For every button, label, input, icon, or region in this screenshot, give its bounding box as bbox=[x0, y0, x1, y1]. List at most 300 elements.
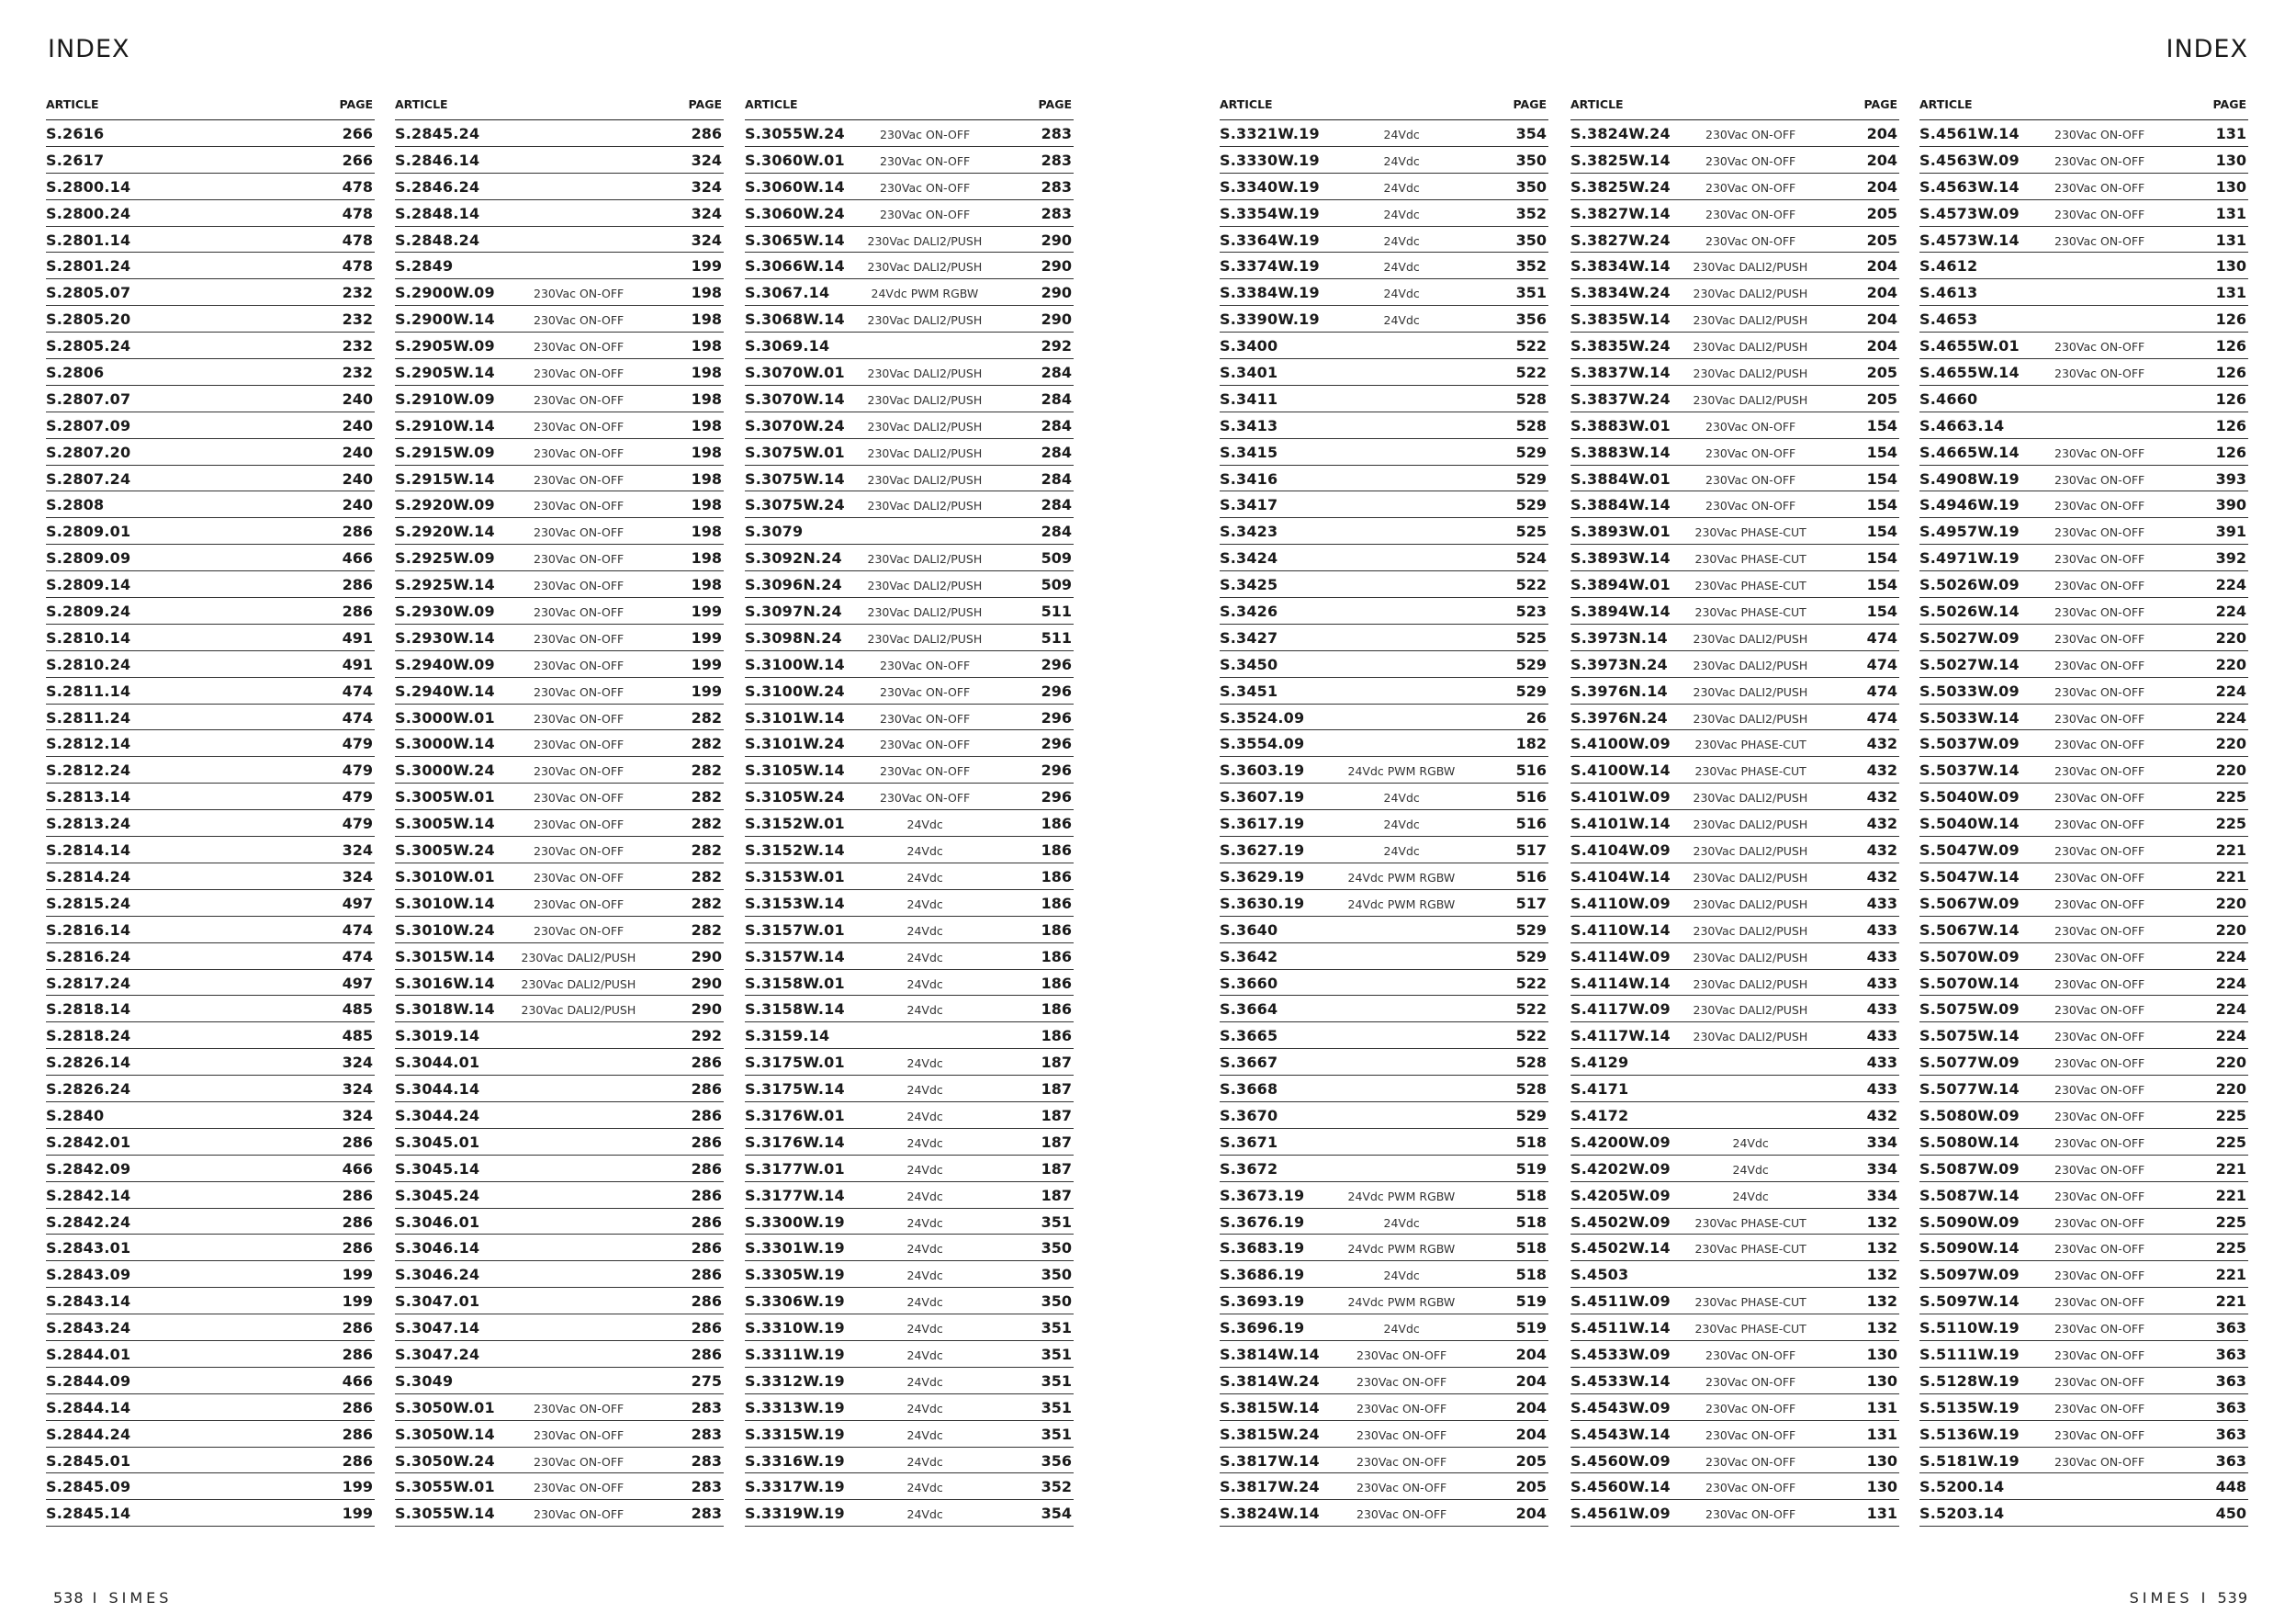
page-number: 205 bbox=[1515, 1451, 1547, 1470]
article-code: S.3617.19 bbox=[1220, 815, 1305, 833]
index-row bbox=[745, 518, 1074, 545]
article-code: S.3827W.24 bbox=[1570, 231, 1671, 249]
page-number: 224 bbox=[2215, 682, 2246, 700]
page-number: 198 bbox=[691, 364, 722, 382]
article-code: S.3158W.14 bbox=[745, 1000, 845, 1019]
page-number: 130 bbox=[1866, 1345, 1897, 1363]
page-number: 478 bbox=[342, 231, 373, 249]
power-spec: 230Vac ON-OFF bbox=[534, 1454, 625, 1469]
power-spec: 24Vdc bbox=[1383, 128, 1420, 141]
page-number: 296 bbox=[1041, 655, 1072, 673]
article-code: S.2807.20 bbox=[46, 443, 131, 461]
index-row bbox=[1220, 970, 1548, 997]
index-row bbox=[745, 1261, 1074, 1288]
article-code: S.5200.14 bbox=[1919, 1478, 2005, 1496]
index-row bbox=[1570, 120, 1899, 147]
page-number: 522 bbox=[1515, 337, 1547, 355]
power-spec: 230Vac ON-OFF bbox=[2054, 764, 2145, 779]
article-code: S.2842.24 bbox=[46, 1212, 131, 1231]
index-row bbox=[395, 1421, 724, 1448]
power-spec: 230Vac ON-OFF bbox=[2054, 1189, 2145, 1203]
index-row bbox=[1220, 1235, 1548, 1261]
page-number: 132 bbox=[1866, 1319, 1897, 1337]
power-spec: 230Vac ON-OFF bbox=[534, 552, 625, 567]
article-code: S.4612 bbox=[1919, 257, 1978, 276]
article-code: S.4957W.19 bbox=[1919, 523, 2020, 541]
index-row bbox=[1570, 678, 1899, 705]
index-row bbox=[395, 227, 724, 254]
index-row bbox=[46, 120, 375, 147]
page-number: 286 bbox=[342, 523, 373, 541]
power-spec: 24Vdc bbox=[906, 897, 943, 911]
article-code: S.3837W.14 bbox=[1570, 364, 1671, 382]
index-row bbox=[1919, 545, 2248, 571]
power-spec: 230Vac ON-OFF bbox=[1705, 180, 1796, 195]
article-code: S.3883W.01 bbox=[1570, 416, 1671, 434]
power-spec: 230Vac PHASE-CUT bbox=[1694, 738, 1806, 752]
power-spec: 24Vdc PWM RGBW bbox=[1347, 764, 1456, 779]
page-number: 324 bbox=[691, 151, 722, 169]
page-number: 432 bbox=[1866, 815, 1897, 833]
page-number: 126 bbox=[2215, 337, 2246, 355]
page-number: 204 bbox=[1515, 1345, 1547, 1363]
index-row bbox=[1570, 1500, 1899, 1527]
index-row bbox=[1220, 705, 1548, 731]
page-number: 130 bbox=[1866, 1451, 1897, 1470]
page-number: 356 bbox=[1515, 310, 1547, 329]
page-number: 220 bbox=[2215, 628, 2246, 647]
article-code: S.3603.19 bbox=[1220, 761, 1305, 780]
page-number: 351 bbox=[1515, 284, 1547, 302]
index-row bbox=[395, 1341, 724, 1368]
index-row bbox=[1220, 1129, 1548, 1156]
index-row bbox=[1220, 890, 1548, 917]
power-spec: 230Vac ON-OFF bbox=[2054, 1348, 2145, 1362]
article-code: S.3100W.14 bbox=[745, 655, 845, 673]
page-number: 433 bbox=[1866, 1080, 1897, 1099]
article-code: S.3686.19 bbox=[1220, 1266, 1305, 1284]
index-row bbox=[395, 705, 724, 731]
index-row bbox=[745, 757, 1074, 784]
page-number: 286 bbox=[342, 603, 373, 621]
index-row bbox=[1220, 174, 1548, 200]
power-spec: 230Vac ON-OFF bbox=[2054, 1109, 2145, 1123]
article-code: S.3671 bbox=[1220, 1133, 1278, 1151]
index-row bbox=[1919, 625, 2248, 651]
article-code: S.3660 bbox=[1220, 974, 1278, 992]
power-spec: 230Vac ON-OFF bbox=[2054, 367, 2145, 381]
power-spec: 230Vac ON-OFF bbox=[880, 711, 971, 726]
power-spec: 230Vac ON-OFF bbox=[2054, 844, 2145, 859]
index-row bbox=[1220, 1209, 1548, 1235]
index-row bbox=[1919, 1022, 2248, 1049]
power-spec: 230Vac ON-OFF bbox=[2054, 897, 2145, 911]
page-number: 199 bbox=[342, 1478, 373, 1496]
article-code: S.2843.09 bbox=[46, 1266, 131, 1284]
article-code: S.3016W.14 bbox=[395, 974, 495, 992]
power-spec: 230Vac DALI2/PUSH bbox=[1693, 631, 1808, 646]
article-code: S.5181W.19 bbox=[1919, 1451, 2020, 1470]
index-row bbox=[46, 545, 375, 571]
index-row bbox=[745, 651, 1074, 678]
index-row bbox=[46, 757, 375, 784]
article-code: S.3554.09 bbox=[1220, 735, 1305, 753]
index-row bbox=[1220, 412, 1548, 439]
power-spec: 24Vdc PWM RGBW bbox=[1347, 870, 1456, 885]
index-row bbox=[1220, 625, 1548, 651]
article-code: S.4663.14 bbox=[1919, 416, 2005, 434]
page-number: 282 bbox=[691, 735, 722, 753]
article-code: S.3301W.19 bbox=[745, 1239, 845, 1257]
page-number: 528 bbox=[1515, 389, 1547, 408]
power-spec: 230Vac PHASE-CUT bbox=[1694, 1295, 1806, 1310]
page-number: 283 bbox=[1041, 125, 1072, 142]
page-number: 284 bbox=[1041, 364, 1072, 382]
index-row bbox=[1220, 571, 1548, 598]
page-number: 224 bbox=[2215, 947, 2246, 965]
page-number: 351 bbox=[1041, 1425, 1072, 1443]
article-code: S.2805.07 bbox=[46, 284, 131, 302]
page-number: 479 bbox=[342, 761, 373, 780]
page-number: 199 bbox=[691, 682, 722, 700]
page-number: 516 bbox=[1515, 788, 1547, 806]
article-code: S.3044.24 bbox=[395, 1106, 480, 1124]
index-row bbox=[1220, 1261, 1548, 1288]
index-row bbox=[745, 1341, 1074, 1368]
index-row bbox=[745, 1049, 1074, 1076]
article-code: S.3152W.14 bbox=[745, 841, 845, 860]
page-number: 466 bbox=[342, 1371, 373, 1390]
page-number: 282 bbox=[691, 708, 722, 727]
power-spec: 230Vac DALI2/PUSH bbox=[867, 499, 983, 513]
power-spec: 230Vac ON-OFF bbox=[1705, 1427, 1796, 1442]
page-number: 187 bbox=[1041, 1054, 1072, 1072]
article-code: S.2809.14 bbox=[46, 576, 131, 594]
page-number: 224 bbox=[2215, 1027, 2246, 1045]
index-row bbox=[1220, 1314, 1548, 1341]
power-spec: 230Vac ON-OFF bbox=[2054, 1269, 2145, 1283]
index-row bbox=[395, 1076, 724, 1102]
page-number: 204 bbox=[1515, 1425, 1547, 1443]
index-row bbox=[395, 651, 724, 678]
article-code: S.2814.14 bbox=[46, 841, 131, 860]
index-row bbox=[1570, 200, 1899, 227]
index-row bbox=[1570, 1473, 1899, 1500]
power-spec: 230Vac ON-OFF bbox=[1705, 499, 1796, 513]
article-code: S.2807.24 bbox=[46, 469, 131, 488]
index-row bbox=[745, 120, 1074, 147]
article-code: S.4533W.14 bbox=[1570, 1371, 1671, 1390]
article-code: S.3096N.24 bbox=[745, 576, 842, 594]
page-number: 393 bbox=[2215, 469, 2246, 488]
page-number: 240 bbox=[342, 496, 373, 514]
article-header: ARTICLE bbox=[1570, 97, 1624, 111]
power-spec: 230Vac ON-OFF bbox=[534, 419, 625, 434]
index-row bbox=[1220, 917, 1548, 943]
article-code: S.3814W.14 bbox=[1220, 1345, 1320, 1363]
article-code: S.3047.14 bbox=[395, 1319, 480, 1337]
article-code: S.2844.24 bbox=[46, 1425, 131, 1443]
index-row bbox=[1220, 784, 1548, 810]
page-number: 220 bbox=[2215, 735, 2246, 753]
index-row bbox=[1220, 545, 1548, 571]
page-number: 283 bbox=[691, 1425, 722, 1443]
page-number: 391 bbox=[2215, 523, 2246, 541]
index-row bbox=[395, 279, 724, 306]
page-number: 524 bbox=[1515, 549, 1547, 568]
page-number: 474 bbox=[342, 920, 373, 939]
index-row bbox=[46, 386, 375, 412]
article-code: S.4563W.09 bbox=[1919, 151, 2020, 169]
page-number: 485 bbox=[342, 1000, 373, 1019]
article-code: S.5047W.09 bbox=[1919, 841, 2020, 860]
power-spec: 24Vdc bbox=[1383, 207, 1420, 221]
article-code: S.4503 bbox=[1570, 1266, 1629, 1284]
article-code: S.5097W.09 bbox=[1919, 1266, 2020, 1284]
index-row bbox=[1220, 147, 1548, 174]
article-code: S.3050W.01 bbox=[395, 1398, 495, 1416]
page-number: 491 bbox=[342, 655, 373, 673]
index-row bbox=[1919, 757, 2248, 784]
article-code: S.4573W.09 bbox=[1919, 204, 2020, 222]
article-code: S.2846.14 bbox=[395, 151, 480, 169]
power-spec: 230Vac ON-OFF bbox=[880, 684, 971, 699]
page-number: 240 bbox=[342, 389, 373, 408]
index-row bbox=[395, 120, 724, 147]
article-code: S.2915W.14 bbox=[395, 469, 495, 488]
article-code: S.5027W.14 bbox=[1919, 655, 2020, 673]
page-number: 284 bbox=[1041, 523, 1072, 541]
page-number: 525 bbox=[1515, 523, 1547, 541]
page-number: 296 bbox=[1041, 788, 1072, 806]
power-spec: 230Vac DALI2/PUSH bbox=[867, 313, 983, 328]
power-spec: 230Vac DALI2/PUSH bbox=[1693, 658, 1808, 672]
page-number: 286 bbox=[691, 125, 722, 142]
article-code: S.3075W.01 bbox=[745, 443, 845, 461]
article-code: S.3894W.14 bbox=[1570, 603, 1671, 621]
page-number: 350 bbox=[1041, 1292, 1072, 1311]
index-row bbox=[395, 970, 724, 997]
index-row bbox=[395, 1288, 724, 1314]
footer-separator-left: I bbox=[92, 1589, 101, 1607]
index-row bbox=[395, 306, 724, 333]
index-row bbox=[745, 227, 1074, 254]
article-code: S.3640 bbox=[1220, 920, 1278, 939]
page-header: PAGE bbox=[2212, 97, 2246, 111]
page-number: 283 bbox=[691, 1478, 722, 1496]
article-code: S.3060W.01 bbox=[745, 151, 845, 169]
page-number: 282 bbox=[691, 867, 722, 885]
power-spec: 230Vac ON-OFF bbox=[2054, 658, 2145, 672]
index-row bbox=[46, 147, 375, 174]
page-number: 132 bbox=[1866, 1292, 1897, 1311]
article-code: S.3050W.24 bbox=[395, 1451, 495, 1470]
article-code: S.5067W.09 bbox=[1919, 894, 2020, 912]
page-number: 204 bbox=[1866, 177, 1897, 196]
page-number: 432 bbox=[1866, 735, 1897, 753]
index-row bbox=[745, 730, 1074, 757]
page-number: 286 bbox=[691, 1186, 722, 1204]
footer-right bbox=[2130, 1589, 2248, 1607]
index-row bbox=[1919, 518, 2248, 545]
article-code: S.3310W.19 bbox=[745, 1319, 845, 1337]
index-row bbox=[1919, 678, 2248, 705]
page-number: 290 bbox=[1041, 310, 1072, 329]
index-row bbox=[1919, 837, 2248, 863]
index-row bbox=[395, 174, 724, 200]
article-code: S.4573W.14 bbox=[1919, 231, 2020, 249]
power-spec: 24Vdc bbox=[1732, 1189, 1769, 1203]
article-code: S.3364W.19 bbox=[1220, 231, 1320, 249]
index-row bbox=[46, 651, 375, 678]
article-code: S.4971W.19 bbox=[1919, 549, 2020, 568]
page-number: 154 bbox=[1866, 576, 1897, 594]
index-row bbox=[46, 730, 375, 757]
page-number: 324 bbox=[342, 841, 373, 860]
article-code: S.4543W.14 bbox=[1570, 1425, 1671, 1443]
power-spec: 230Vac DALI2/PUSH bbox=[1693, 950, 1808, 964]
index-row bbox=[46, 598, 375, 625]
article-code: S.3047.01 bbox=[395, 1292, 480, 1311]
index-row bbox=[1570, 1288, 1899, 1314]
article-code: S.3010W.24 bbox=[395, 920, 495, 939]
power-spec: 230Vac ON-OFF bbox=[2054, 684, 2145, 699]
article-code: S.3670 bbox=[1220, 1106, 1278, 1124]
index-row bbox=[395, 253, 724, 279]
power-spec: 230Vac ON-OFF bbox=[534, 1481, 625, 1495]
power-spec: 230Vac ON-OFF bbox=[1356, 1374, 1447, 1389]
article-code: S.3316W.19 bbox=[745, 1451, 845, 1470]
article-code: S.2812.14 bbox=[46, 735, 131, 753]
power-spec: 230Vac ON-OFF bbox=[1705, 1348, 1796, 1362]
page-title-right: INDEX bbox=[2166, 35, 2248, 63]
page-number: 433 bbox=[1866, 894, 1897, 912]
page-number: 126 bbox=[2215, 443, 2246, 461]
article-code: S.3176W.01 bbox=[745, 1106, 845, 1124]
page-number: 529 bbox=[1515, 469, 1547, 488]
index-row bbox=[395, 1156, 724, 1182]
article-code: S.3384W.19 bbox=[1220, 284, 1320, 302]
index-row bbox=[46, 1129, 375, 1156]
page-number: 529 bbox=[1515, 920, 1547, 939]
article-code: S.3313W.19 bbox=[745, 1398, 845, 1416]
page-number: 324 bbox=[342, 1054, 373, 1072]
page-number: 284 bbox=[1041, 496, 1072, 514]
article-code: S.3046.24 bbox=[395, 1266, 480, 1284]
page-number: 351 bbox=[1041, 1371, 1072, 1390]
article-code: S.3055W.24 bbox=[745, 125, 845, 142]
power-spec: 230Vac ON-OFF bbox=[2054, 1242, 2145, 1257]
index-row bbox=[1570, 439, 1899, 466]
article-code: S.2814.24 bbox=[46, 867, 131, 885]
power-spec: 24Vdc bbox=[906, 1109, 943, 1123]
power-spec: 24Vdc bbox=[906, 1427, 943, 1442]
index-row bbox=[745, 996, 1074, 1022]
power-spec: 24Vdc PWM RGBW bbox=[1347, 897, 1456, 911]
page-number: 186 bbox=[1041, 920, 1072, 939]
index-row bbox=[1919, 1473, 2248, 1500]
page-number: 131 bbox=[2215, 231, 2246, 249]
page-number: 519 bbox=[1515, 1292, 1547, 1311]
power-spec: 230Vac ON-OFF bbox=[1705, 1507, 1796, 1522]
index-row bbox=[1570, 784, 1899, 810]
page-number: 130 bbox=[1866, 1478, 1897, 1496]
article-code: S.5040W.14 bbox=[1919, 815, 2020, 833]
article-code: S.3425 bbox=[1220, 576, 1278, 594]
page-number: 199 bbox=[342, 1505, 373, 1523]
power-spec: 230Vac PHASE-CUT bbox=[1694, 764, 1806, 779]
article-code: S.4110W.14 bbox=[1570, 920, 1671, 939]
page-number: 525 bbox=[1515, 628, 1547, 647]
page-number: 529 bbox=[1515, 1106, 1547, 1124]
page-number: 334 bbox=[1866, 1159, 1897, 1178]
article-code: S.3005W.14 bbox=[395, 815, 495, 833]
power-spec: 24Vdc bbox=[906, 1374, 943, 1389]
article-code: S.3827W.14 bbox=[1570, 204, 1671, 222]
page-number: 154 bbox=[1866, 416, 1897, 434]
article-code: S.3815W.14 bbox=[1220, 1398, 1320, 1416]
article-code: S.4202W.09 bbox=[1570, 1159, 1671, 1178]
page-number: 283 bbox=[1041, 151, 1072, 169]
article-code: S.3426 bbox=[1220, 603, 1278, 621]
page-number: 282 bbox=[691, 841, 722, 860]
page-number: 474 bbox=[1866, 655, 1897, 673]
page-number: 232 bbox=[342, 337, 373, 355]
index-row bbox=[1570, 1076, 1899, 1102]
page-number: 511 bbox=[1041, 603, 1072, 621]
article-code: S.3069.14 bbox=[745, 337, 830, 355]
article-code: S.3413 bbox=[1220, 416, 1278, 434]
page-number: 522 bbox=[1515, 1000, 1547, 1019]
index-row bbox=[1570, 917, 1899, 943]
page-number: 154 bbox=[1866, 443, 1897, 461]
index-row bbox=[745, 1448, 1074, 1474]
article-code: S.3050W.14 bbox=[395, 1425, 495, 1443]
power-spec: 230Vac ON-OFF bbox=[2054, 791, 2145, 806]
page-number: 126 bbox=[2215, 416, 2246, 434]
index-row bbox=[1220, 466, 1548, 492]
index-row bbox=[1220, 200, 1548, 227]
page-number: 518 bbox=[1515, 1239, 1547, 1257]
index-row bbox=[745, 147, 1074, 174]
power-spec: 230Vac ON-OFF bbox=[534, 923, 625, 938]
index-row bbox=[1919, 1261, 2248, 1288]
article-code: S.3015W.14 bbox=[395, 947, 495, 965]
page-number: 198 bbox=[691, 337, 722, 355]
article-code: S.3973N.24 bbox=[1570, 655, 1668, 673]
page-number: 474 bbox=[1866, 708, 1897, 727]
page-number: 466 bbox=[342, 549, 373, 568]
page-number: 497 bbox=[342, 974, 373, 992]
index-row bbox=[1570, 333, 1899, 359]
page-number: 290 bbox=[1041, 231, 1072, 249]
article-code: S.4908W.19 bbox=[1919, 469, 2020, 488]
index-row bbox=[745, 333, 1074, 359]
power-spec: 230Vac ON-OFF bbox=[2054, 472, 2145, 487]
power-spec: 24Vdc bbox=[1383, 313, 1420, 328]
index-row bbox=[1919, 359, 2248, 386]
page-number: 204 bbox=[1515, 1398, 1547, 1416]
power-spec: 230Vac PHASE-CUT bbox=[1694, 552, 1806, 567]
power-spec: 230Vac ON-OFF bbox=[534, 313, 625, 328]
article-code: S.3319W.19 bbox=[745, 1505, 845, 1523]
page-number: 324 bbox=[691, 177, 722, 196]
index-row bbox=[1220, 253, 1548, 279]
index-row bbox=[1570, 1341, 1899, 1368]
article-code: S.3000W.14 bbox=[395, 735, 495, 753]
power-spec: 24Vdc bbox=[1383, 844, 1420, 859]
article-code: S.3683.19 bbox=[1220, 1239, 1305, 1257]
